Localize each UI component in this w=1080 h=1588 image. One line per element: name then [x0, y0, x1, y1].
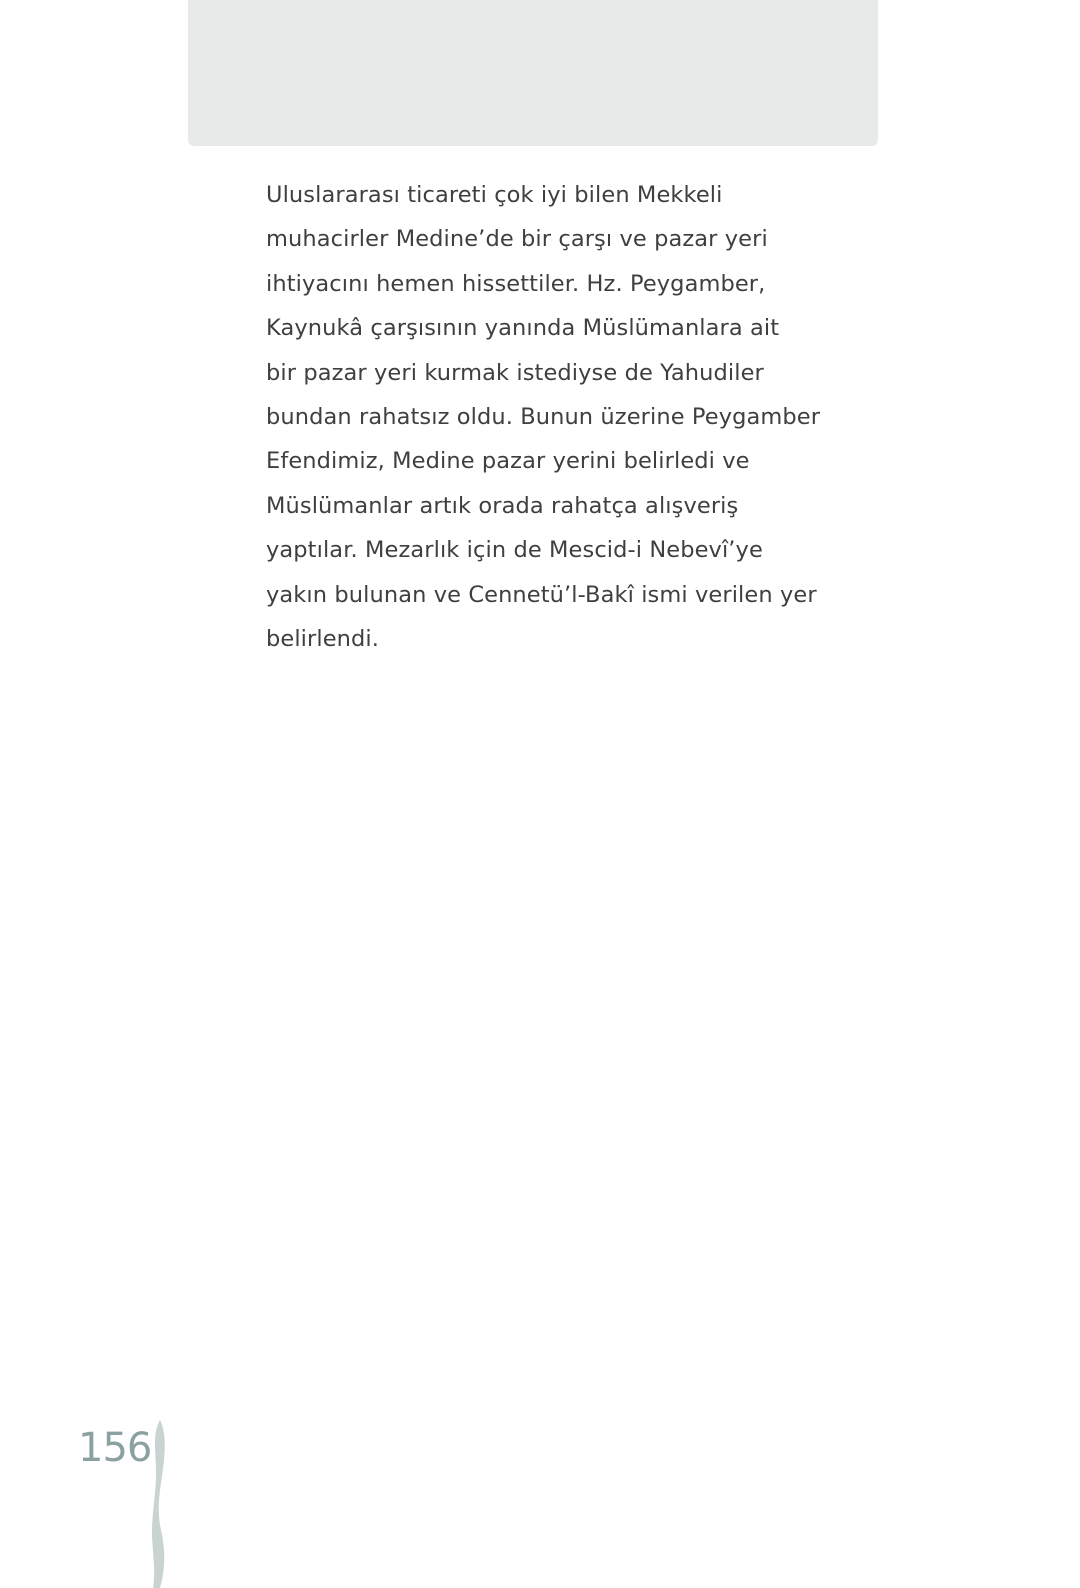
- body-line: Efendimiz, Medine pazar yerini belirledi ve: [266, 448, 750, 475]
- body-line: belirlendi.: [266, 626, 380, 653]
- body-line: Kaynukâ çarşısının yanında Müslümanlara ait: [266, 315, 780, 342]
- body-line: Uluslararası ticareti çok iyi bilen Mekkeli: [266, 182, 723, 208]
- body-paragraph: [266, 173, 826, 661]
- body-line: yakın bulunan ve Cennetü’l-Bakî ismi verilen yer: [266, 581, 817, 608]
- page-number: 156: [78, 1425, 152, 1471]
- header-image-placeholder: [188, 0, 878, 146]
- body-line: ihtiyacını hemen hissettiler. Hz. Peygamber,: [266, 270, 766, 297]
- body-line: muhacirler Medine’de bir çarşı ve pazar yeri: [266, 226, 768, 253]
- body-line: bir pazar yeri kurmak istediyse de Yahudiler: [266, 359, 764, 386]
- body-line: bundan rahatsız oldu. Bunun üzerine Peygamber: [266, 404, 821, 431]
- body-line: Müslümanlar artık orada rahatça alışveriş: [266, 492, 739, 519]
- body-line: yaptılar. Mezarlık için de Mescid-i Nebevî’ye: [266, 537, 763, 564]
- decorative-ornament-icon: [140, 1416, 180, 1588]
